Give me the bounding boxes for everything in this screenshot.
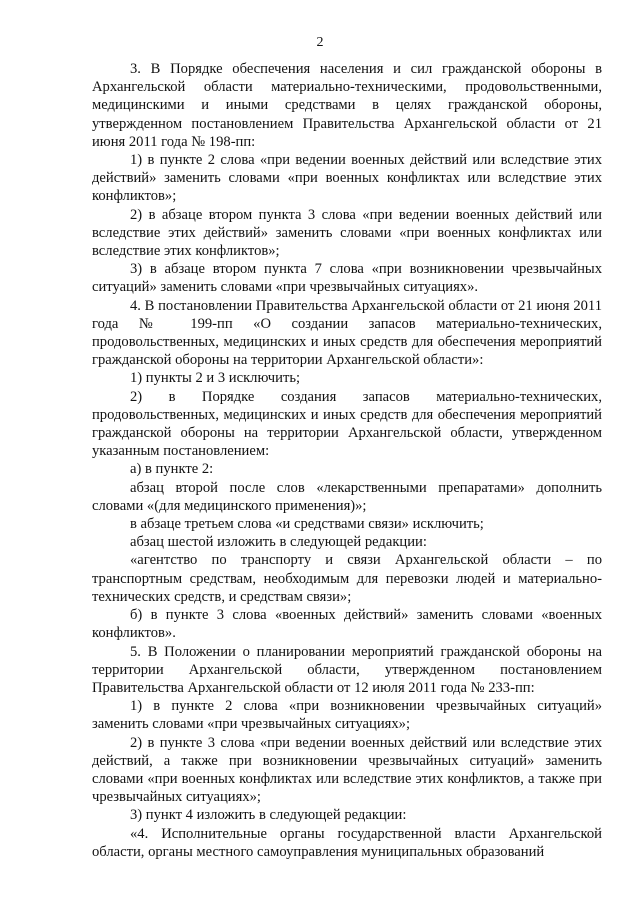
paragraph-section-3-intro: 3. В Порядке обеспечения населения и сил гражданской обороны в Архангельской области материально-техническими, продовольственными, медицинскими и иными средствами в целях гражданской обороны, утвержденном постановлением Правительства Архангельской области от 21 июня 2011 года № 198-пп:: [92, 61, 602, 150]
paragraph-4-a-line-3: абзац шестой изложить в следующей редакции:: [130, 534, 427, 551]
paragraph-3-item-3: 3) в абзаце втором пункта 7 слова «при возникновении чрезвычайных ситуаций» заменить словами «при чрезвычайных ситуациях».: [92, 261, 602, 296]
paragraph-4-item-2: 2) в Порядке создания запасов материально-технических, продовольственных, медицинских и иных средств для обеспечения мероприятий гражданской обороны на территории Архангельской области, утвержденном указанным постановлением:: [92, 388, 602, 460]
paragraph-4-subitem-b: б) в пункте 3 слова «военных действий» заменить словами «военных конфликтов».: [92, 607, 602, 642]
paragraph-5-quote-start: «4. Исполнительные органы государственной власти Архангельской области, органы местного самоуправления муниципальных образований: [92, 825, 602, 860]
paragraph-5-item-1: 1) в пункте 2 слова «при возникновении чрезвычайных ситуаций» заменить словами «при чрезвычайных ситуациях»;: [92, 698, 602, 733]
paragraph-3-item-1: 1) в пункте 2 слова «при ведении военных действий или вследствие этих действий» заменить словами «при военных конфликтах или вследствие этих конфликтов»;: [92, 152, 602, 205]
paragraph-4-item-1: 1) пункты 2 и 3 исключить;: [130, 370, 301, 387]
paragraph-4-a-line-1: абзац второй после слов «лекарственными препаратами» дополнить словами «(для медицинского применения)»;: [92, 479, 602, 514]
document-body: [92, 60, 602, 861]
paragraph-5-item-2: 2) в пункте 3 слова «при ведении военных действий или вследствие этих действий, а также при возникновении чрезвычайных ситуаций» заменить словами «при военных конфликтах или вследствие этих конфликтов, а также при чрезвычайных ситуациях»;: [92, 734, 602, 806]
paragraph-4-a-line-2: в абзаце третьем слова «и средствами связи» исключить;: [130, 516, 484, 533]
paragraph-section-5-intro: 5. В Положении о планировании мероприятий гражданской обороны на территории Архангельской области, утвержденном постановлением Правительства Архангельской области от 12 июля 2011 года № 233-пп:: [92, 643, 602, 696]
paragraph-5-item-3: 3) пункт 4 изложить в следующей редакции:: [130, 807, 407, 824]
paragraph-4-a-line-4: «агентство по транспорту и связи Архангельской области – по транспортным средствам, необходимым для перевозки людей и материально-технических средств, и средствам связи»;: [92, 552, 602, 605]
paragraph-3-item-2: 2) в абзаце втором пункта 3 слова «при ведении военных действий или вследствие этих действий» заменить словами «при военных конфликтах или вследствие этих конфликтов»;: [92, 206, 602, 260]
page-number: 2: [316, 35, 324, 50]
paragraph-4-subitem-a: а) в пункте 2:: [130, 461, 214, 478]
paragraph-section-4-intro: 4. В постановлении Правительства Архангельской области от 21 июня 2011 года № 199-пп «О создании запасов материально-технических, продовольственных, медицинских и иных средств для обеспечения мероприятий гражданской обороны на территории Архангельской области»:: [92, 297, 602, 369]
